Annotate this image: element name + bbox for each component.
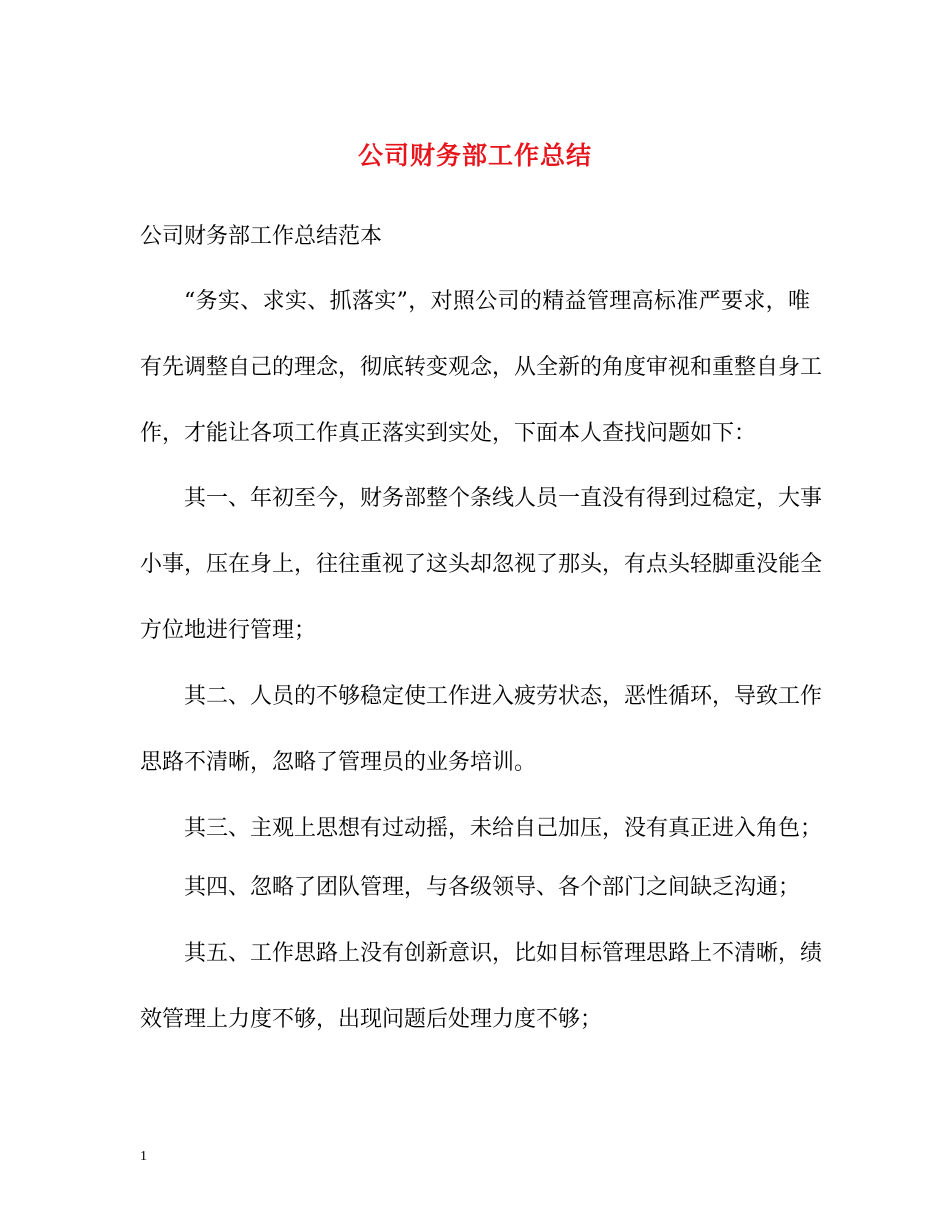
page-number: 1 bbox=[140, 1149, 147, 1164]
paragraph-line: 其四、忽略了团队管理，与各级领导、各个部门之间缺乏沟通； bbox=[184, 875, 801, 900]
paragraph-line: 思路不清晰，忽略了管理员的业务培训。 bbox=[140, 750, 537, 775]
paragraph-line: “务实、求实、抓落实”，对照公司的精益管理高标准严要求，唯 bbox=[184, 289, 810, 314]
paragraph-line: 作，才能让各项工作真正落实到实处，下面本人查找问题如下： bbox=[140, 421, 757, 446]
paragraph-line: 方位地进行管理； bbox=[140, 618, 317, 643]
paragraph-line: 其二、人员的不够稳定使工作进入疲劳状态，恶性循环，导致工作 bbox=[184, 684, 823, 709]
paragraph-line: 小事，压在身上，往往重视了这头却忽视了那头，有点头轻脚重没能全 bbox=[140, 552, 823, 577]
document-title: 公司财务部工作总结 bbox=[357, 141, 592, 170]
paragraph-line: 其三、主观上思想有过动摇，未给自己加压，没有真正进入角色； bbox=[184, 816, 823, 841]
paragraph-line: 其一、年初至今，财务部整个条线人员一直没有得到过稳定，大事 bbox=[184, 486, 823, 511]
paragraph-line: 有先调整自己的理念，彻底转变观念，从全新的角度审视和重整自身工 bbox=[140, 355, 823, 380]
document-subtitle: 公司财务部工作总结范本 bbox=[140, 224, 383, 249]
paragraph-line: 其五、工作思路上没有创新意识，比如目标管理思路上不清晰，绩 bbox=[184, 941, 823, 966]
paragraph-line: 效管理上力度不够，出现问题后处理力度不够； bbox=[140, 1007, 603, 1032]
